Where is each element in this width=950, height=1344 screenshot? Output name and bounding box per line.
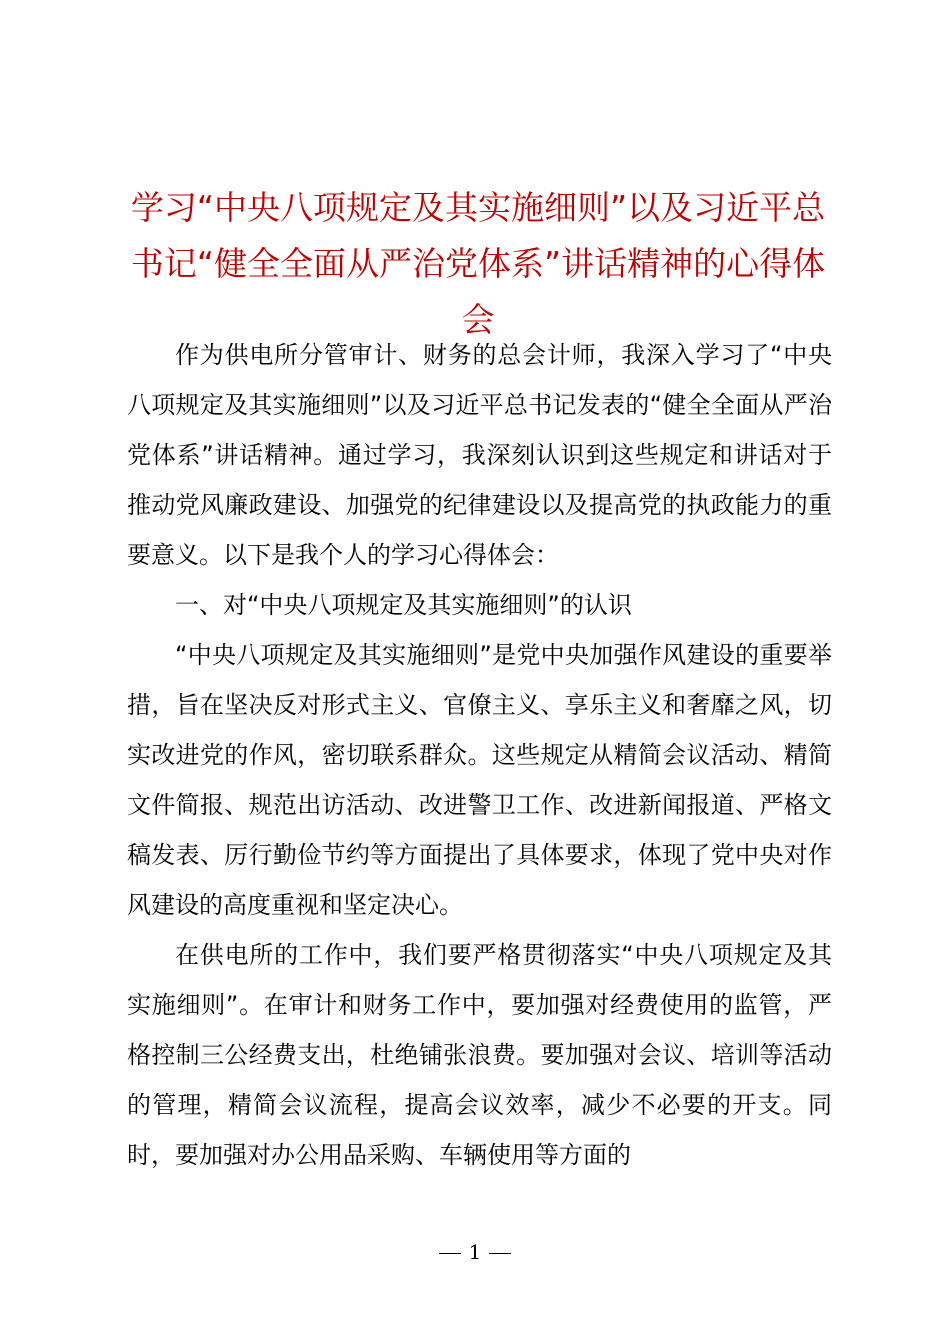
document-body: [127, 330, 832, 1180]
document-title: 学习“中央八项规定及其实施细则”以及习近平总书记“健全全面从严治党体系”讲话精神的心得体会: [130, 188, 826, 339]
page-footer: [0, 1238, 950, 1266]
section-heading-1: 一、对“中央八项规定及其实施细则”的认识: [175, 591, 632, 619]
paragraph-intro: 作为供电所分管审计、财务的总会计师，我深入学习了“中央八项规定及其实施细则”以及习近平总书记发表的“健全全面从严治党体系”讲话精神。通过学习，我深刻认识到这些规定和讲话对于推动党风廉政建设、加强党的纪律建设以及提高党的执政能力的重要意义。以下是我个人的学习心得体会：: [127, 341, 832, 569]
page-number: 1: [468, 1240, 482, 1264]
footer-dash-right: [489, 1253, 511, 1254]
paragraph-regulations: “中央八项规定及其实施细则”是党中央加强作风建设的重要举措，旨在坚决反对形式主义、官僚主义、享乐主义和奢靡之风，切实改进党的作风，密切联系群众。这些规定从精简会议活动、精简文件简报、规范出访活动、改进警卫工作、改进新闻报道、严格文稿发表、厉行勤俭节约等方面提出了具体要求，体现了党中央对作风建设的高度重视和坚定决心。: [127, 641, 832, 919]
footer-dash-left: [439, 1253, 461, 1254]
paragraph-implementation: 在供电所的工作中，我们要严格贯彻落实“中央八项规定及其实施细则”。在审计和财务工作中，要加强对经费使用的监管，严格控制三公经费支出，杜绝铺张浪费。要加强对会议、培训等活动的管理，精简会议流程，提高会议效率，减少不必要的开支。同时，要加强对办公用品采购、车辆使用等方面的: [127, 941, 832, 1169]
